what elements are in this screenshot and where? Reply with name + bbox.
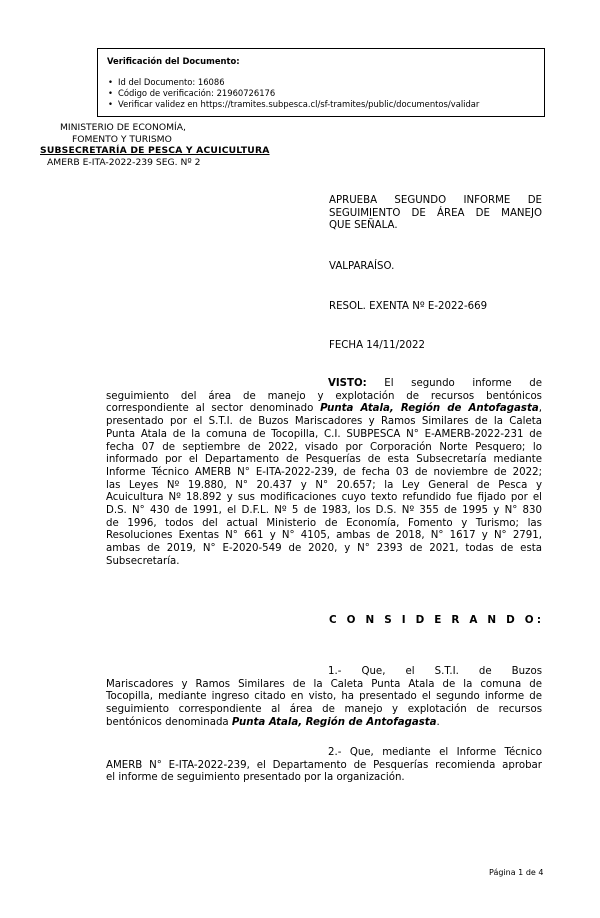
- subject-line: APRUEBA SEGUNDO INFORME DE: [329, 195, 542, 206]
- document-id: • Id del Documento: 16086: [107, 77, 544, 88]
- subject-line: SEGUIMIENTO DE ÁREA DE MANEJO: [329, 207, 542, 219]
- verification-box: [97, 48, 545, 117]
- verification-title: Verificación del Documento:: [107, 56, 240, 66]
- resolution-number: RESOL. EXENTA Nº E-2022-669: [329, 301, 488, 312]
- paragraph-line: Punta Atala de la comuna de Tocopilla, C.I. SUBPESCA N° E-AMERB-2022-231 de: [106, 428, 542, 440]
- paragraph-line: bentónicos denominada Punta Atala, Región de Antofagasta.: [106, 716, 440, 728]
- paragraph-line: ambas de 2019, N° E-2020-549 de 2020, y N° 2393 de 2021, todas de esta: [106, 543, 542, 555]
- paragraph-line: Mariscadores y Ramos Similares de la Caleta Punta Atala de la comuna de: [106, 678, 542, 690]
- paragraph-line: Resoluciones Exentas N° 661 y N° 4105, ambas de 2018, N° 1617 y N° 2791,: [106, 530, 542, 542]
- page-number: Página 1 de 4: [489, 868, 544, 877]
- ministry-header: [40, 122, 280, 168]
- paragraph-line: Acuicultura Nº 18.892 y sus modificaciones cuyo texto refundido fue fijado por el: [106, 492, 542, 504]
- verification-code: • Código de verificación: 21960726176: [107, 88, 544, 99]
- paragraph-line: VISTO: El segundo informe de: [328, 378, 542, 389]
- verification-list: [107, 77, 544, 111]
- paragraph-line: las Leyes Nº 19.880, N° 20.437 y N° 20.657; la Ley General de Pesca y: [106, 479, 542, 491]
- visto-section: [106, 378, 542, 569]
- paragraph-line: 2.- Que, mediante el Informe Técnico: [328, 747, 542, 758]
- paragraph-line: fecha 07 de septiembre de 2022, visado por Corporación Norte Pesquero; lo: [106, 441, 542, 453]
- paragraph-line: correspondiente al sector denominado Punta Atala, Región de Antofagasta,: [106, 403, 542, 415]
- considerando-heading: C O N S I D E R A N D O:: [329, 614, 545, 626]
- subject-line: QUE SEÑALA.: [329, 220, 398, 232]
- paragraph-line: el informe de seguimiento presentado por la organización.: [106, 772, 405, 784]
- paragraph-line: informado por el Departamento de Pesquerías de esta Subsecretaría mediante: [106, 454, 542, 466]
- subsecretaria-name: SUBSECRETARÍA DE PESCA Y ACUICULTURA: [40, 145, 270, 156]
- resolution-date: FECHA 14/11/2022: [329, 340, 425, 351]
- paragraph-line: AMERB N° E-ITA-2022-239, el Departamento de Pesquerías recomienda aprobar: [106, 759, 542, 771]
- paragraph-line: 1.- Que, el S.T.I. de Buzos: [328, 666, 542, 677]
- considerando-1: [106, 666, 542, 730]
- paragraph-line: D.S. N° 430 de 1991, el D.F.L. Nº 5 de 1983, los D.S. Nº 355 de 1995 y N° 830: [106, 505, 542, 517]
- paragraph-line: seguimiento correspondiente al área de manejo y explotación de recursos: [106, 704, 542, 716]
- verification-url[interactable]: • Verificar validez en https://tramites.subpesca.cl/sf-tramites/public/documentos/validar: [107, 99, 544, 110]
- visto-label: VISTO:: [328, 378, 367, 389]
- place: VALPARAÍSO.: [329, 261, 395, 272]
- area-name: Punta Atala, Región de Antofagasta: [231, 716, 437, 728]
- considerando-2: [106, 747, 542, 785]
- paragraph-line: de 1996, todos del actual Ministerio de Economía, Fomento y Turismo; las: [106, 517, 542, 529]
- paragraph-line: seguimiento del área de manejo y explotación de recursos bentónicos: [106, 390, 542, 402]
- paragraph-line: presentado por el S.T.I. de Buzos Mariscadores y Ramos Similares de la Caleta: [106, 416, 542, 428]
- ministry-name-cont: FOMENTO Y TURISMO: [72, 133, 172, 145]
- paragraph-line: Subsecretaría.: [106, 555, 180, 567]
- resolution-subject: [329, 195, 542, 233]
- paragraph-line: Tocopilla, mediante ingreso citado en visto, ha presentado el segundo informe de: [106, 691, 542, 703]
- ministry-name: MINISTERIO DE ECONOMÍA,: [60, 122, 186, 133]
- paragraph-line: Informe Técnico AMERB N° E-ITA-2022-239, de fecha 03 de noviembre de 2022;: [106, 466, 542, 478]
- document-reference: AMERB E-ITA-2022-239 SEG. Nº 2: [47, 156, 201, 168]
- area-name: Punta Atala, Región de Antofagasta: [320, 403, 539, 415]
